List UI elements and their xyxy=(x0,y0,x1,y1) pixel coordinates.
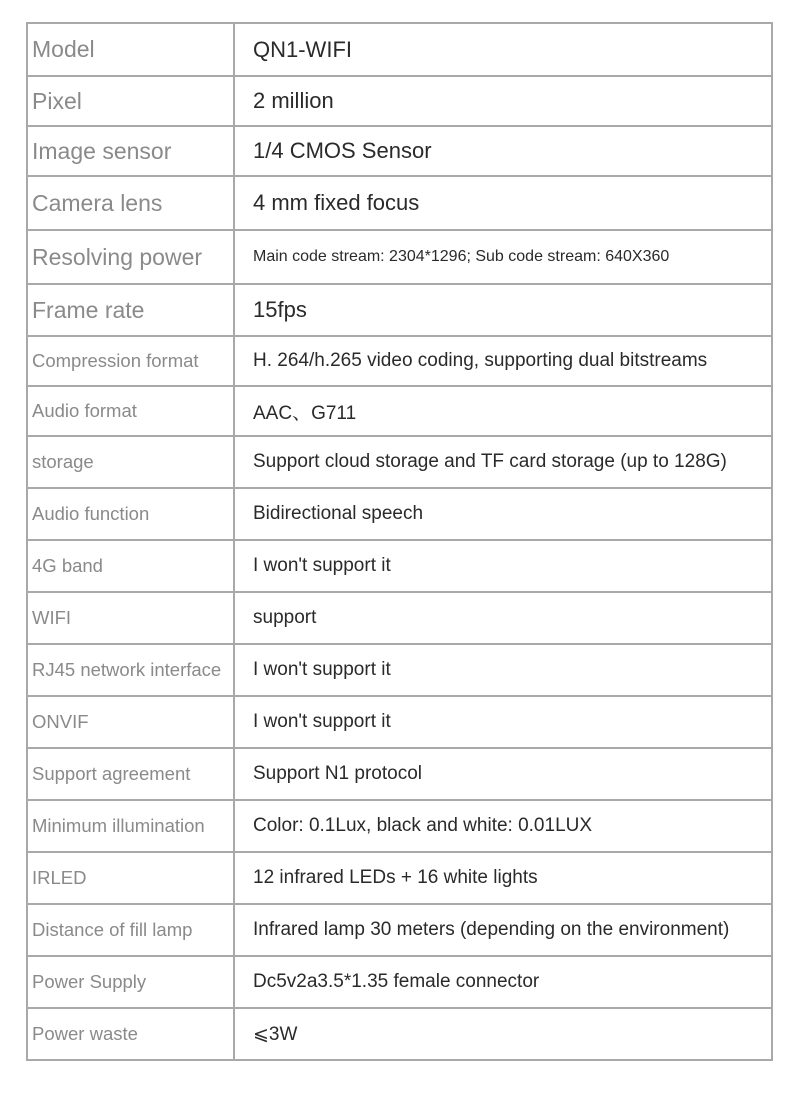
spec-value: I won't support it xyxy=(234,540,772,592)
spec-table xyxy=(26,22,773,1061)
spec-label: storage xyxy=(27,436,234,488)
spec-value: H. 264/h.265 video coding, supporting dual bitstreams xyxy=(234,336,772,386)
spec-label: Pixel xyxy=(27,76,234,126)
spec-value: Bidirectional speech xyxy=(234,488,772,540)
spec-label: 4G band xyxy=(27,540,234,592)
spec-value: 15fps xyxy=(234,284,772,336)
spec-label: Frame rate xyxy=(27,284,234,336)
spec-label: Power waste xyxy=(27,1008,234,1060)
spec-label: Resolving power xyxy=(27,230,234,284)
spec-label: Model xyxy=(27,23,234,76)
spec-row-pixel xyxy=(27,76,772,126)
spec-row-minimum-illumination xyxy=(27,800,772,852)
spec-row-audio-function xyxy=(27,488,772,540)
spec-label: Compression format xyxy=(27,336,234,386)
spec-row-rj45 xyxy=(27,644,772,696)
spec-row-power-waste xyxy=(27,1008,772,1060)
spec-value: Color: 0.1Lux, black and white: 0.01LUX xyxy=(234,800,772,852)
spec-value: I won't support it xyxy=(234,696,772,748)
spec-label: Audio format xyxy=(27,386,234,436)
spec-label: Minimum illumination xyxy=(27,800,234,852)
spec-label: Power Supply xyxy=(27,956,234,1008)
spec-row-resolving-power xyxy=(27,230,772,284)
spec-row-frame-rate xyxy=(27,284,772,336)
spec-row-fill-lamp-distance xyxy=(27,904,772,956)
spec-label: Camera lens xyxy=(27,176,234,230)
spec-value: AAC、G711 xyxy=(234,386,772,436)
spec-row-compression-format xyxy=(27,336,772,386)
spec-value: Support cloud storage and TF card storage (up to 128G) xyxy=(234,436,772,488)
spec-value: 1/4 CMOS Sensor xyxy=(234,126,772,176)
spec-label: ONVIF xyxy=(27,696,234,748)
spec-label: RJ45 network interface xyxy=(27,644,234,696)
spec-value: 2 million xyxy=(234,76,772,126)
spec-label: IRLED xyxy=(27,852,234,904)
spec-row-support-agreement xyxy=(27,748,772,800)
spec-row-power-supply xyxy=(27,956,772,1008)
spec-label: Support agreement xyxy=(27,748,234,800)
spec-row-wifi xyxy=(27,592,772,644)
spec-value: Main code stream: 2304*1296; Sub code stream: 640X360 xyxy=(234,230,772,284)
spec-value: Dc5v2a3.5*1.35 female connector xyxy=(234,956,772,1008)
spec-value: Infrared lamp 30 meters (depending on the environment) xyxy=(234,904,772,956)
spec-value: QN1-WIFI xyxy=(234,23,772,76)
spec-row-image-sensor xyxy=(27,126,772,176)
spec-row-model xyxy=(27,23,772,76)
spec-value: I won't support it xyxy=(234,644,772,696)
spec-row-storage xyxy=(27,436,772,488)
spec-row-audio-format xyxy=(27,386,772,436)
spec-value: 4 mm fixed focus xyxy=(234,176,772,230)
spec-row-4g-band xyxy=(27,540,772,592)
spec-label: Image sensor xyxy=(27,126,234,176)
spec-label: Audio function xyxy=(27,488,234,540)
spec-row-camera-lens xyxy=(27,176,772,230)
spec-label: WIFI xyxy=(27,592,234,644)
spec-row-onvif xyxy=(27,696,772,748)
spec-value: 12 infrared LEDs + 16 white lights xyxy=(234,852,772,904)
spec-value: Support N1 protocol xyxy=(234,748,772,800)
spec-label: Distance of fill lamp xyxy=(27,904,234,956)
spec-value: support xyxy=(234,592,772,644)
spec-value: ⩽3W xyxy=(234,1008,772,1060)
spec-row-irled xyxy=(27,852,772,904)
